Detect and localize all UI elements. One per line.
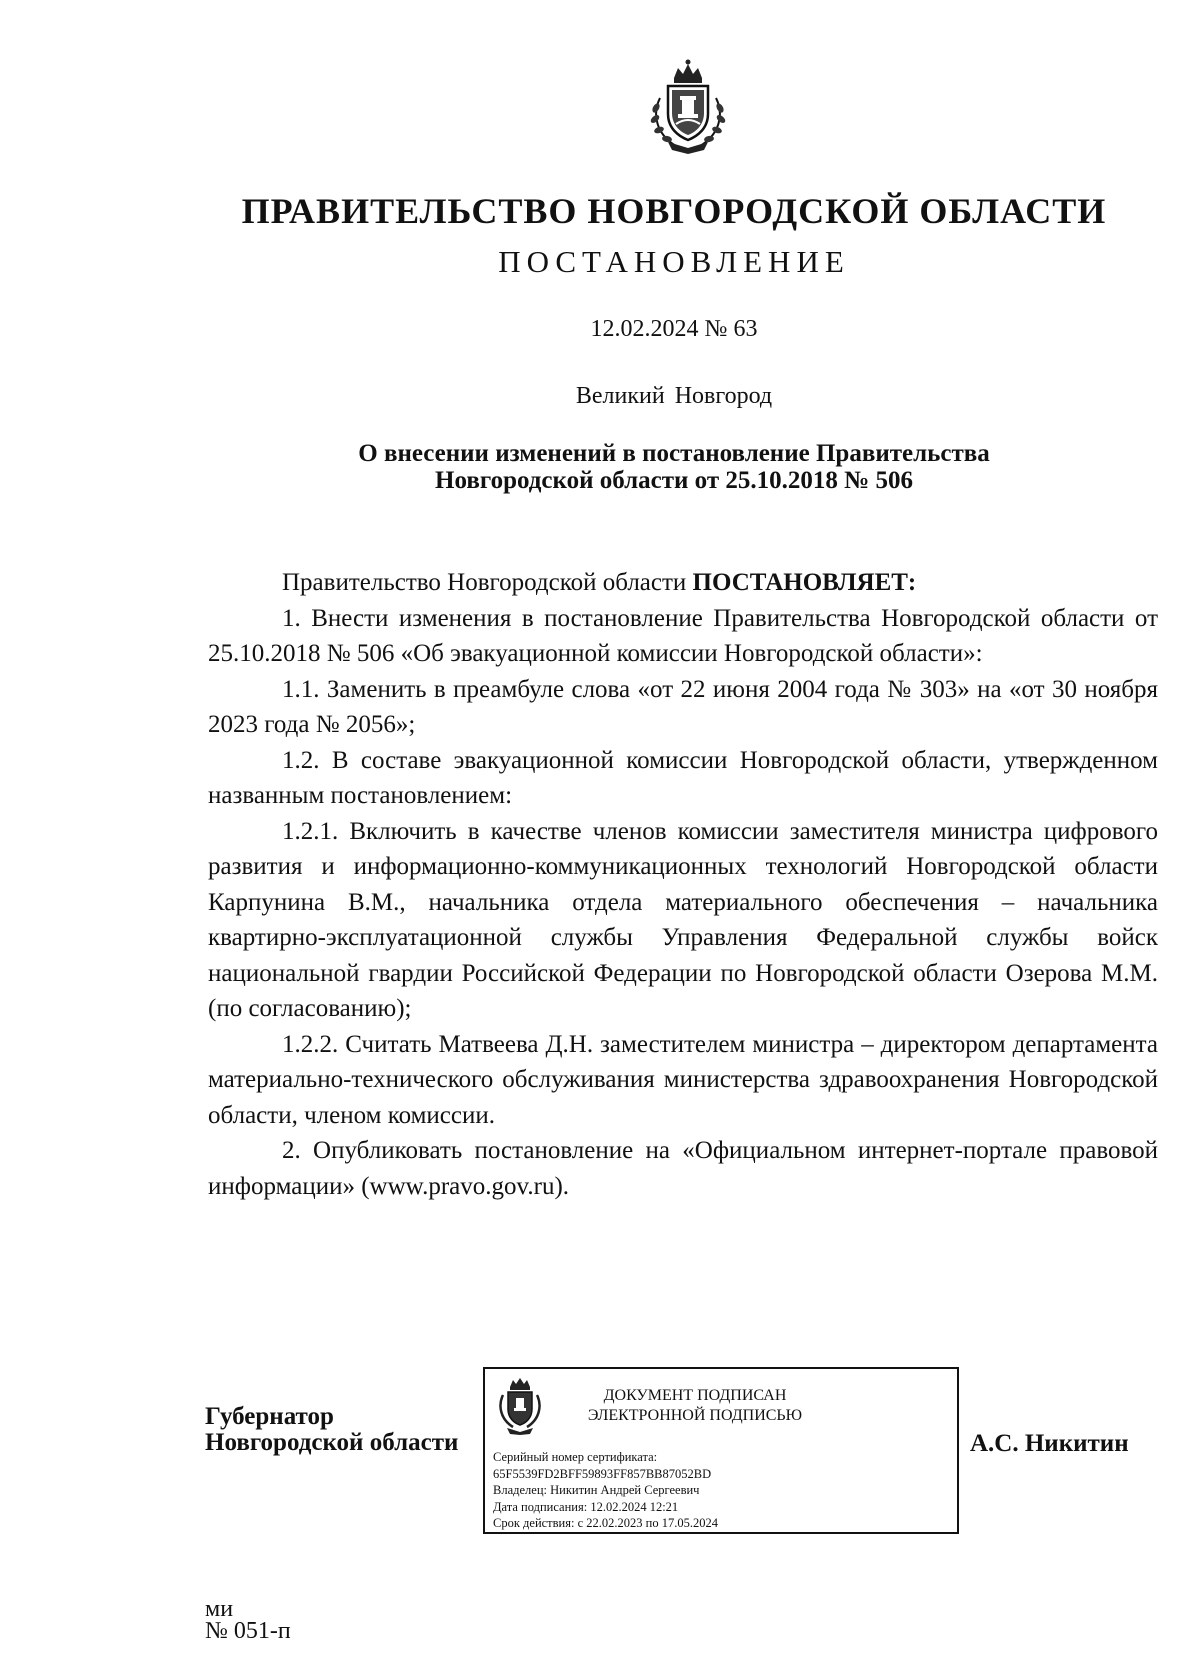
resolution-lead [208, 565, 1158, 601]
paragraph: 1.2. В составе эвакуационной комиссии Новгородской области, утвержденном названным постановлением: [208, 746, 1158, 809]
stamp-title-line: ЭЛЕКТРОННОЙ ПОДПИСЬЮ [587, 1407, 803, 1424]
stamp-details [493, 1449, 718, 1532]
author-initials: ми [205, 1596, 234, 1622]
subject-line: Новгородской области от 25.10.2018 № 506 [435, 467, 913, 494]
electronic-signature-stamp [483, 1367, 959, 1534]
position-line: Новгородской области [205, 1429, 459, 1456]
lead-text: Правительство Новгородской области [282, 569, 693, 596]
paragraph: 1.2.1. Включить в качестве членов комиссии заместителя министра цифрового развития и информационно-коммуникационных технологий Новгородской области Карпунина В.М., начальника отдела материального обеспечения – начальника квартирно-эксплуатационной службы Управления Федеральной службы войск национальной гвардии Российской Федерации по Новгородской области Озерова М.М. (по согласованию); [208, 817, 1158, 1022]
cert-number: 65F5539FD2BFF59893FF857BB87052BD [493, 1466, 712, 1481]
cert-validity: Срок действия: с 22.02.2023 по 17.05.2024 [493, 1516, 718, 1530]
city: Великий Новгород [575, 383, 773, 409]
document-code: № 051-п [205, 1618, 291, 1644]
signed-date: Дата подписания: 12.02.2024 12:21 [493, 1499, 679, 1514]
cert-label: Серийный номер сертификата: [493, 1450, 658, 1464]
document-body [208, 565, 1158, 1204]
document-footer [205, 1598, 291, 1642]
cert-owner: Владелец: Никитин Андрей Сергеевич [493, 1483, 700, 1497]
coat-of-arms-icon [638, 56, 738, 156]
paragraph: 1.1. Заменить в преамбуле слова «от 22 июня 2004 года № 303» на «от 30 ноября 2023 года № 2056»; [208, 675, 1158, 738]
coat-of-arms-icon [495, 1377, 545, 1435]
paragraph: 1.2.2. Считать Матвеева Д.Н. заместителем министра – директором департамента материально-технического обслуживания министерства здравоохранения Новгородской области, членом комиссии. [208, 1030, 1158, 1129]
organization-title: ПРАВИТЕЛЬСТВО НОВГОРОДСКОЙ ОБЛАСТИ [241, 191, 1107, 231]
signer-name: А.С. Никитин [970, 1430, 1129, 1457]
subject-line: О внесении изменений в постановление Правительства [358, 440, 990, 467]
document-subject [0, 440, 1200, 494]
date-number: 12.02.2024 № 63 [590, 316, 758, 342]
paragraph: 2. Опубликовать постановление на «Официальном интернет-портале правовой информации» (www.pravo.gov.ru). [208, 1137, 1158, 1200]
stamp-title-line: ДОКУМЕНТ ПОДПИСАН [603, 1387, 787, 1404]
stamp-title [565, 1386, 825, 1426]
document-type: ПОСТАНОВЛЕНИЕ [498, 244, 850, 279]
paragraph: 1. Внести изменения в постановление Правительства Новгородской области от 25.10.2018 № 506 «Об эвакуационной комиссии Новгородской области»: [208, 604, 1158, 667]
lead-keyword: ПОСТАНОВЛЯЕТ: [692, 569, 917, 596]
position-line: Губернатор [205, 1403, 334, 1430]
signer-position [205, 1404, 458, 1456]
